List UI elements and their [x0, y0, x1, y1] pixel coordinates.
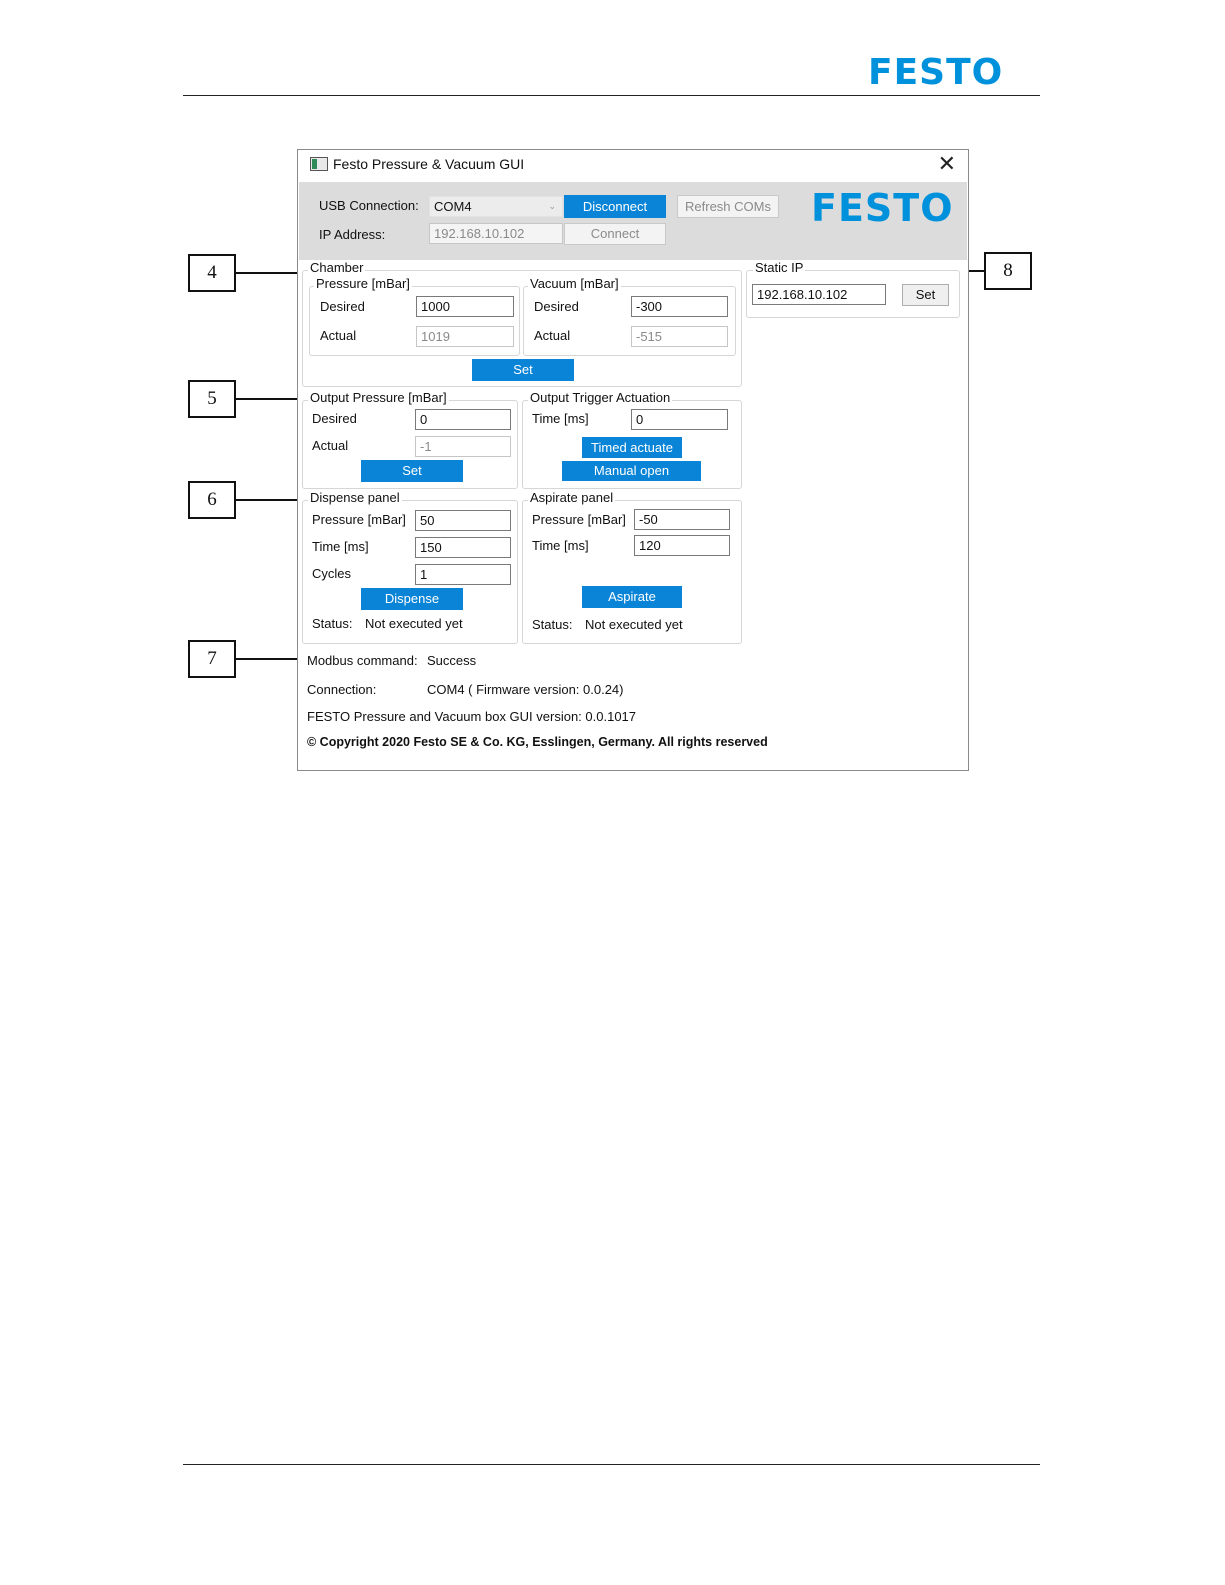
connect-button[interactable]: Connect — [564, 223, 666, 245]
ip-address-field[interactable]: 192.168.10.102 — [429, 223, 563, 244]
output-pressure-title: Output Pressure [mBar] — [310, 390, 447, 405]
gui-version-text: FESTO Pressure and Vacuum box GUI version: 0.0.1017 — [307, 709, 637, 724]
callout-7: 7 — [188, 640, 236, 678]
callout-4: 4 — [188, 254, 236, 292]
chamber-vacuum-title: Vacuum [mBar] — [530, 276, 619, 291]
aspirate-pressure-input[interactable]: -50 — [634, 509, 730, 530]
header-rule — [183, 95, 1040, 96]
aspirate-pressure-label: Pressure [mBar] — [532, 512, 626, 527]
window-title: Festo Pressure & Vacuum GUI — [333, 156, 525, 172]
usb-port-value: COM4 — [434, 199, 472, 214]
timed-actuate-button[interactable]: Timed actuate — [582, 437, 682, 458]
connection-label: Connection: — [307, 682, 377, 697]
chevron-down-icon: ⌄ — [548, 201, 556, 211]
dispense-title: Dispense panel — [310, 490, 400, 505]
output-pressure-desired-input[interactable]: 0 — [415, 409, 511, 430]
static-ip-input[interactable]: 192.168.10.102 — [752, 284, 886, 305]
dispense-cycles-label: Cycles — [312, 566, 352, 581]
callout-7-line — [236, 658, 306, 660]
callout-5-line — [236, 398, 302, 400]
aspirate-time-input[interactable]: 120 — [634, 535, 730, 556]
output-trigger-title: Output Trigger Actuation — [530, 390, 671, 405]
chamber-pressure-actual-label: Actual — [320, 328, 357, 343]
disconnect-button[interactable]: Disconnect — [564, 195, 666, 218]
dispense-status-value: Not executed yet — [365, 616, 463, 631]
output-trigger-time-input[interactable]: 0 — [631, 409, 728, 430]
dispense-pressure-input[interactable]: 50 — [415, 510, 511, 531]
usb-connection-label: USB Connection: — [319, 198, 419, 213]
dispense-time-label: Time [ms] — [312, 539, 369, 554]
callout-8: 8 — [984, 252, 1032, 290]
aspirate-title: Aspirate panel — [530, 490, 614, 505]
output-pressure-actual-field: -1 — [415, 436, 511, 457]
manual-open-button[interactable]: Manual open — [562, 461, 701, 481]
title-bar — [298, 150, 968, 180]
dispense-status-label: Status: — [312, 616, 353, 631]
aspirate-button[interactable]: Aspirate — [582, 586, 682, 608]
output-pressure-desired-label: Desired — [312, 411, 357, 426]
chamber-vacuum-desired-label: Desired — [534, 299, 579, 314]
app-icon — [310, 157, 328, 171]
chamber-set-button[interactable]: Set — [472, 359, 574, 381]
ip-address-label: IP Address: — [319, 227, 386, 242]
callout-4-line — [236, 272, 302, 274]
footer-rule — [183, 1464, 1040, 1465]
output-pressure-actual-label: Actual — [312, 438, 349, 453]
modbus-command-label: Modbus command: — [307, 653, 418, 668]
chamber-vacuum-actual-field: -515 — [631, 326, 728, 347]
callout-5: 5 — [188, 380, 236, 418]
festo-header-logo: FESTO — [868, 52, 1004, 93]
callout-6: 6 — [188, 481, 236, 519]
close-icon[interactable]: ✕ — [937, 151, 956, 176]
connection-value: COM4 ( Firmware version: 0.0.24) — [427, 682, 624, 697]
dispense-time-input[interactable]: 150 — [415, 537, 511, 558]
chamber-vacuum-actual-label: Actual — [534, 328, 571, 343]
dispense-cycles-input[interactable]: 1 — [415, 564, 511, 585]
aspirate-status-value: Not executed yet — [585, 617, 683, 632]
output-trigger-time-label: Time [ms] — [532, 411, 589, 426]
usb-port-select[interactable] — [429, 196, 563, 217]
chamber-title: Chamber — [310, 260, 364, 275]
chamber-vacuum-desired-input[interactable]: -300 — [631, 296, 728, 317]
copyright-text: © Copyright 2020 Festo SE & Co. KG, Esslingen, Germany. All rights reserved — [307, 735, 768, 749]
connection-toolbar — [299, 182, 967, 260]
aspirate-time-label: Time [ms] — [532, 538, 589, 553]
dispense-pressure-label: Pressure [mBar] — [312, 512, 406, 527]
app-window — [297, 149, 969, 771]
refresh-coms-button[interactable]: Refresh COMs — [677, 195, 779, 218]
static-ip-title: Static IP — [755, 260, 804, 275]
output-pressure-set-button[interactable]: Set — [361, 460, 463, 482]
static-ip-set-button[interactable]: Set — [902, 284, 949, 306]
chamber-pressure-title: Pressure [mBar] — [316, 276, 410, 291]
modbus-command-value: Success — [427, 653, 477, 668]
aspirate-status-label: Status: — [532, 617, 573, 632]
chamber-pressure-actual-field: 1019 — [416, 326, 514, 347]
festo-window-logo: FESTO — [811, 186, 954, 230]
chamber-pressure-desired-input[interactable]: 1000 — [416, 296, 514, 317]
callout-6-line — [236, 499, 302, 501]
dispense-button[interactable]: Dispense — [361, 588, 463, 610]
chamber-pressure-desired-label: Desired — [320, 299, 365, 314]
